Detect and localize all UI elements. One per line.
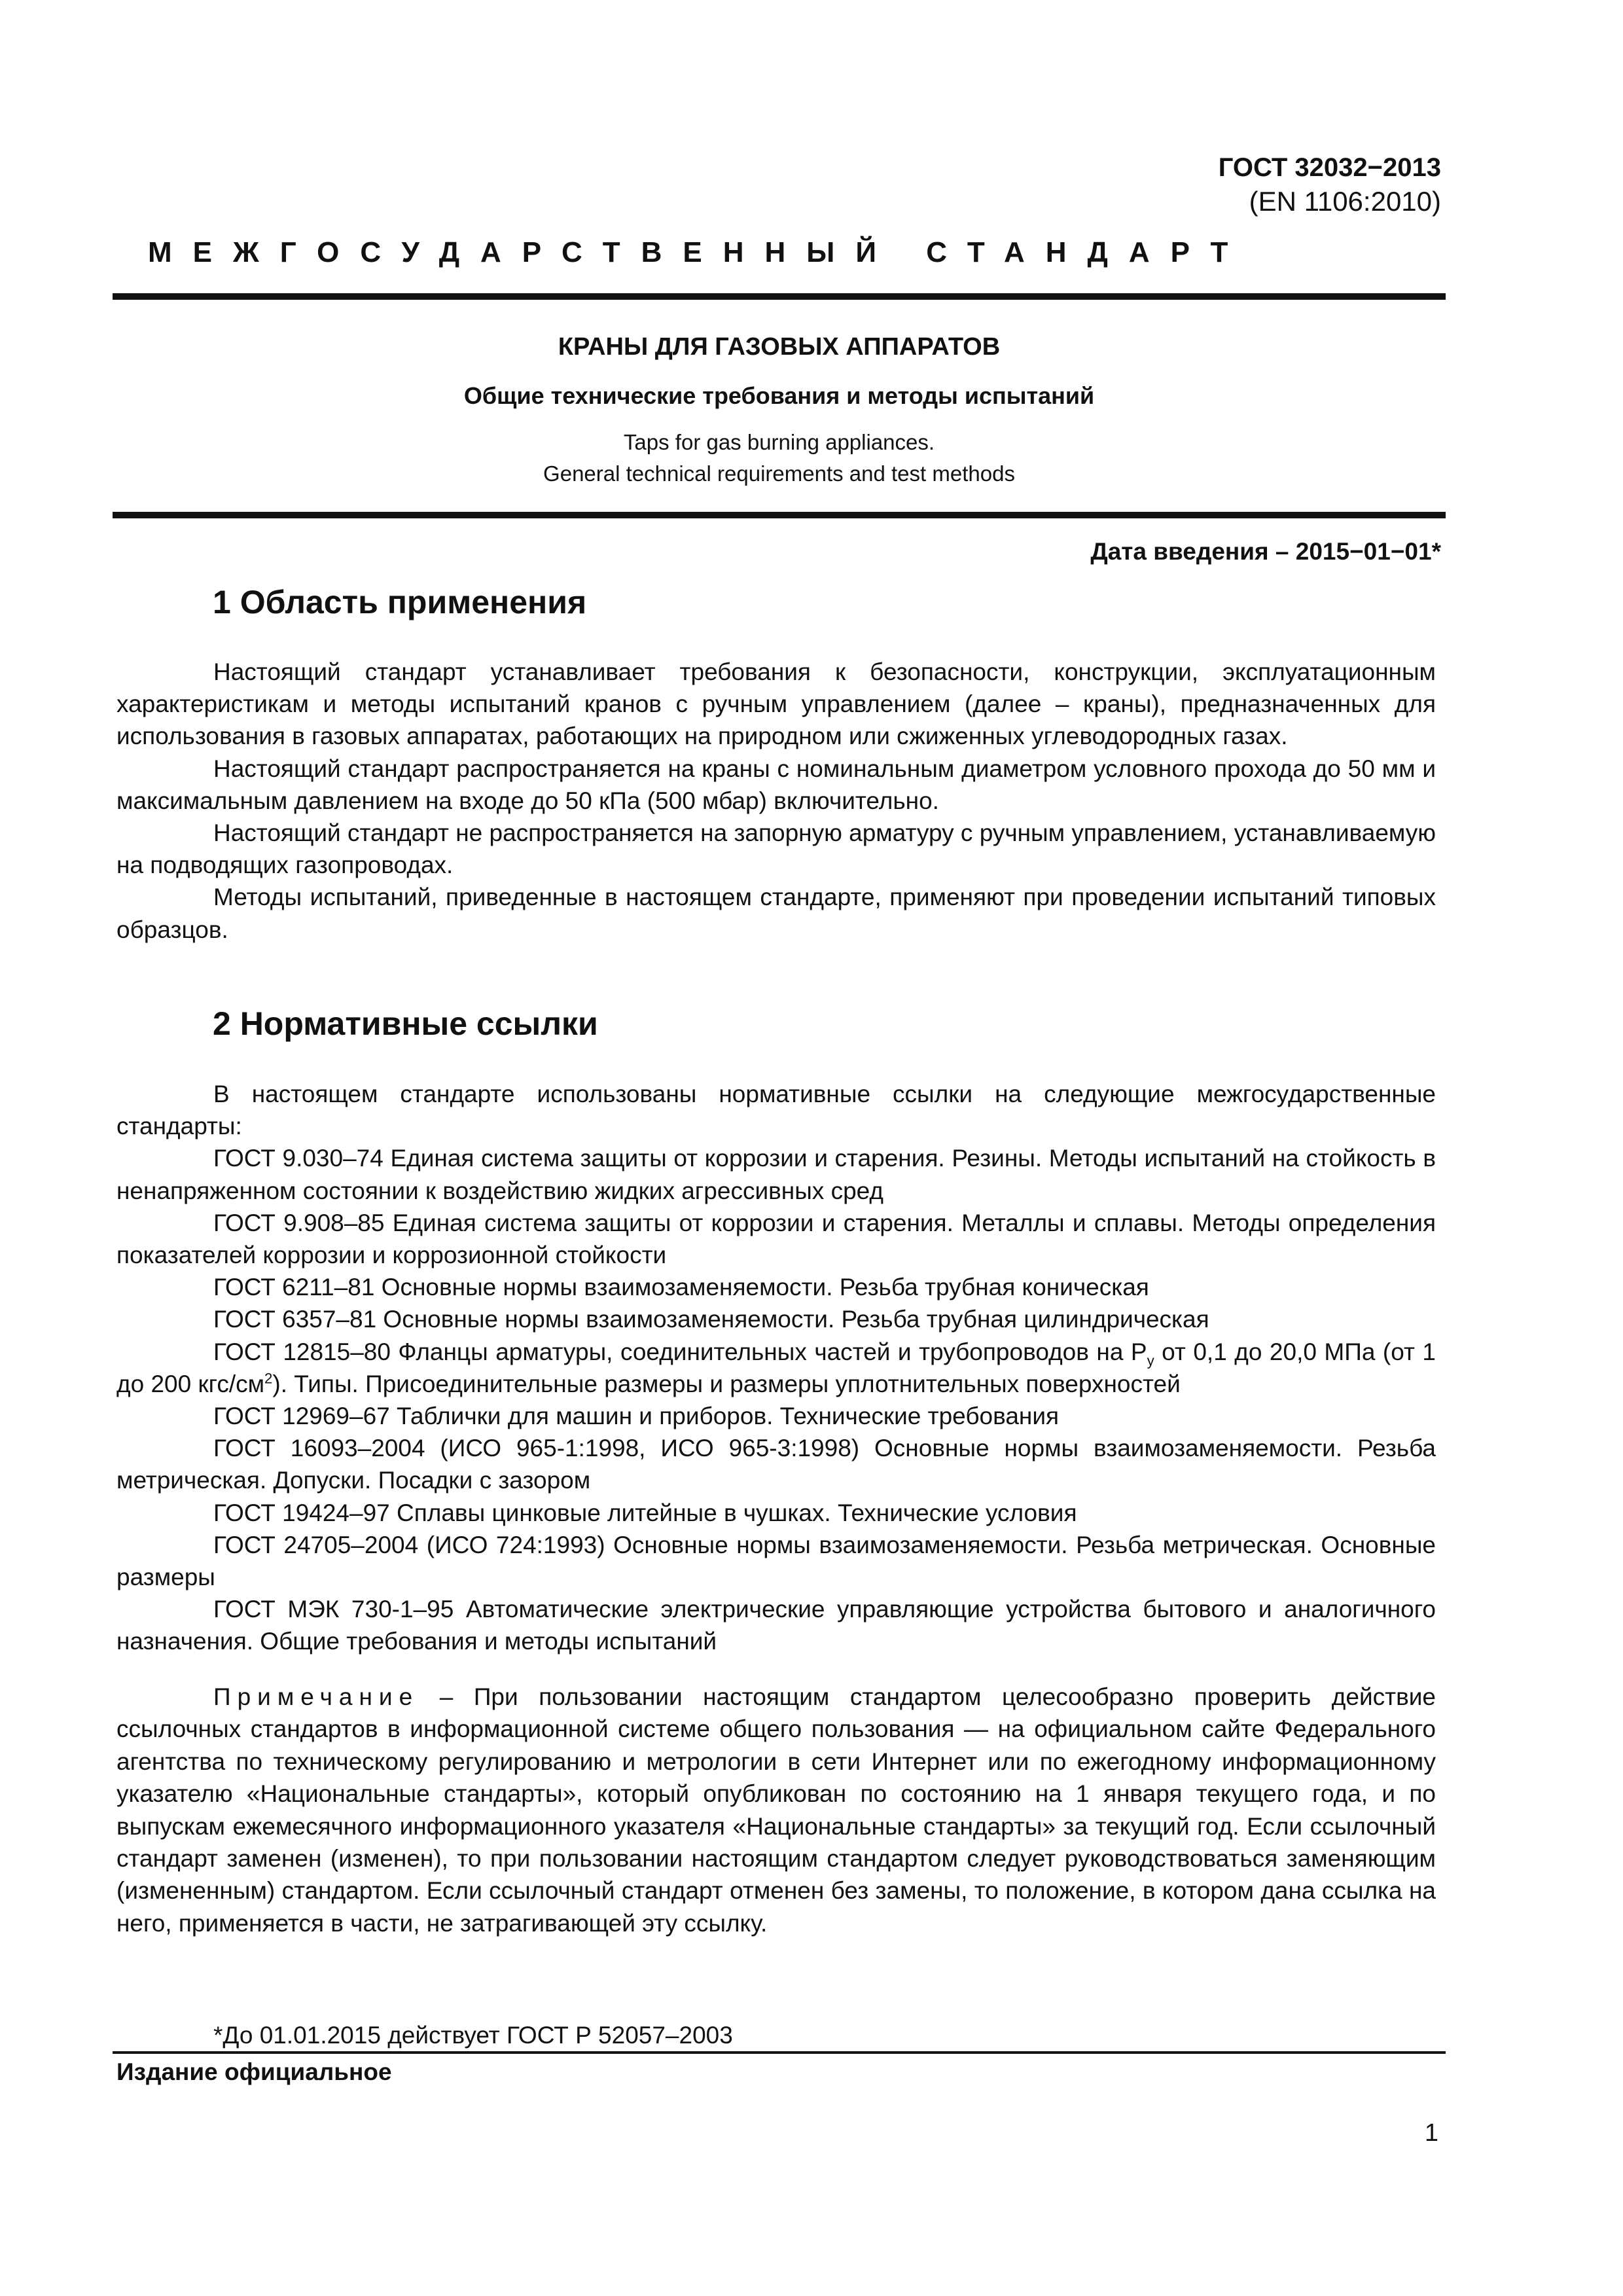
paragraph: Настоящий стандарт устанавливает требования к безопасности, конструкции, эксплуатационным характеристикам и методы испытаний кранов с ручным управлением (далее – краны), предназначенных для использования в газовых аппаратах, работающих на природном или сжиженных углеводородных газах.	[116, 658, 1436, 750]
ref-text: от 0,1 до 20,0 МПа (от 1 до 200 кгс/см	[116, 1338, 1436, 1397]
section-1-heading: 1 Область применения	[213, 584, 587, 620]
ref-superscript: 2	[264, 1370, 273, 1387]
reference-item: ГОСТ 16093–2004 (ИСО 965-1:1998, ИСО 965-3:1998) Основные нормы взаимозаменяемости. Резьба метрическая. Допуски. Посадки с зазором	[116, 1435, 1436, 1494]
reference-item: ГОСТ 9.030–74 Единая система защиты от коррозии и старения. Резины. Методы испытаний на стойкость в ненапряженном состоянии к воздействию жидких агрессивных сред	[116, 1145, 1436, 1204]
en-standard-number: (EN 1106:2010)	[1249, 186, 1441, 217]
section-2-body	[116, 1078, 1436, 1658]
paragraph: Настоящий стандарт не распространяется на запорную арматуру с ручным управлением, устанавливаемую на подводящих газопроводах.	[116, 819, 1436, 879]
section-1-body	[116, 656, 1436, 946]
standard-type-banner: МЕЖГОСУДАРСТВЕННЫЙ СТАНДАРТ	[148, 236, 1249, 268]
title-rule	[113, 512, 1446, 518]
reference-item: ГОСТ 12969–67 Таблички для машин и приборов. Технические требования	[213, 1403, 1060, 1430]
paragraph: Настоящий стандарт распространяется на краны с номинальным диаметром условного прохода до 50 мм и максимальным давлением на входе до 50 кПа (500 мбар) включительно.	[116, 755, 1436, 814]
english-title-line-1: Taps for gas burning appliances.	[623, 430, 935, 454]
section-2-heading: 2 Нормативные ссылки	[213, 1005, 598, 1042]
reference-item: ГОСТ МЭК 730-1–95 Автоматические электрические управляющие устройства бытового и аналогичного назначения. Общие требования и методы испытаний	[116, 1596, 1436, 1655]
footnote: *До 01.01.2015 действует ГОСТ Р 52057–2003	[213, 2022, 733, 2049]
gost-number: ГОСТ 32032−2013	[1218, 153, 1441, 182]
reference-item: ГОСТ 6211–81 Основные нормы взаимозаменяемости. Резьба трубная коническая	[213, 1274, 1149, 1301]
note-text: – При пользовании настоящим стандартом целесообразно проверить действие ссылочных стандартов в информационной системе общего пользования — на официальном сайте Федерального агентства по техническому регулированию и метрологии в сети Интернет или по ежегодному информационному указателю «Национальные стандарты», который опубликован по состоянию на 1 января текущего года, и по выпускам ежемесячного информационного указателя «Национальные стандарты» за текущий год. Если ссылочный стандарт заменен (изменен), то при пользовании настоящим стандартом следует руководствоваться заменяющим (измененным) стандартом. Если ссылочный стандарт отменен без замены, то положение, в котором дана ссылка на него, применяется в части, не затрагивающей эту ссылку.	[116, 1683, 1436, 1937]
note-label: Примечание	[213, 1683, 419, 1710]
document-title: КРАНЫ ДЛЯ ГАЗОВЫХ АППАРАТОВ	[558, 333, 1001, 361]
document-subtitle: Общие технические требования и методы испытаний	[463, 382, 1095, 409]
ref-text: ГОСТ 12815–80 Фланцы арматуры, соединительных частей и трубопроводов на P	[213, 1338, 1147, 1365]
edition-label: Издание официальное	[116, 2058, 392, 2085]
ref-subscript: y	[1147, 1352, 1154, 1369]
note-block	[116, 1681, 1436, 1939]
paragraph: В настоящем стандарте использованы нормативные ссылки на следующие межгосударственные стандарты:	[116, 1081, 1436, 1140]
ref-text: ). Типы. Присоединительные размеры и размеры уплотнительных поверхностей	[272, 1370, 1181, 1397]
reference-item: ГОСТ 9.908–85 Единая система защиты от коррозии и старения. Металлы и сплавы. Методы определения показателей коррозии и коррозионной стойкости	[116, 1209, 1436, 1269]
reference-item: ГОСТ 6357–81 Основные нормы взаимозаменяемости. Резьба трубная цилиндрическая	[213, 1306, 1209, 1333]
footnote-rule	[113, 2051, 1446, 2054]
english-title-line-2: General technical requirements and test methods	[543, 461, 1015, 486]
introduction-date: Дата введения – 2015−01−01*	[1090, 538, 1441, 565]
reference-item: ГОСТ 24705–2004 (ИСО 724:1993) Основные нормы взаимозаменяемости. Резьба метрическая. Основные размеры	[116, 1531, 1436, 1591]
reference-item	[116, 1336, 1436, 1400]
paragraph: Методы испытаний, приведенные в настоящем стандарте, применяют при проведении испытаний типовых образцов.	[116, 884, 1436, 943]
english-title	[113, 427, 1446, 490]
note-paragraph	[116, 1681, 1436, 1939]
reference-item: ГОСТ 19424–97 Сплавы цинковые литейные в чушках. Технические условия	[213, 1499, 1077, 1526]
header-rule	[113, 293, 1446, 300]
page-number: 1	[1424, 2119, 1438, 2147]
